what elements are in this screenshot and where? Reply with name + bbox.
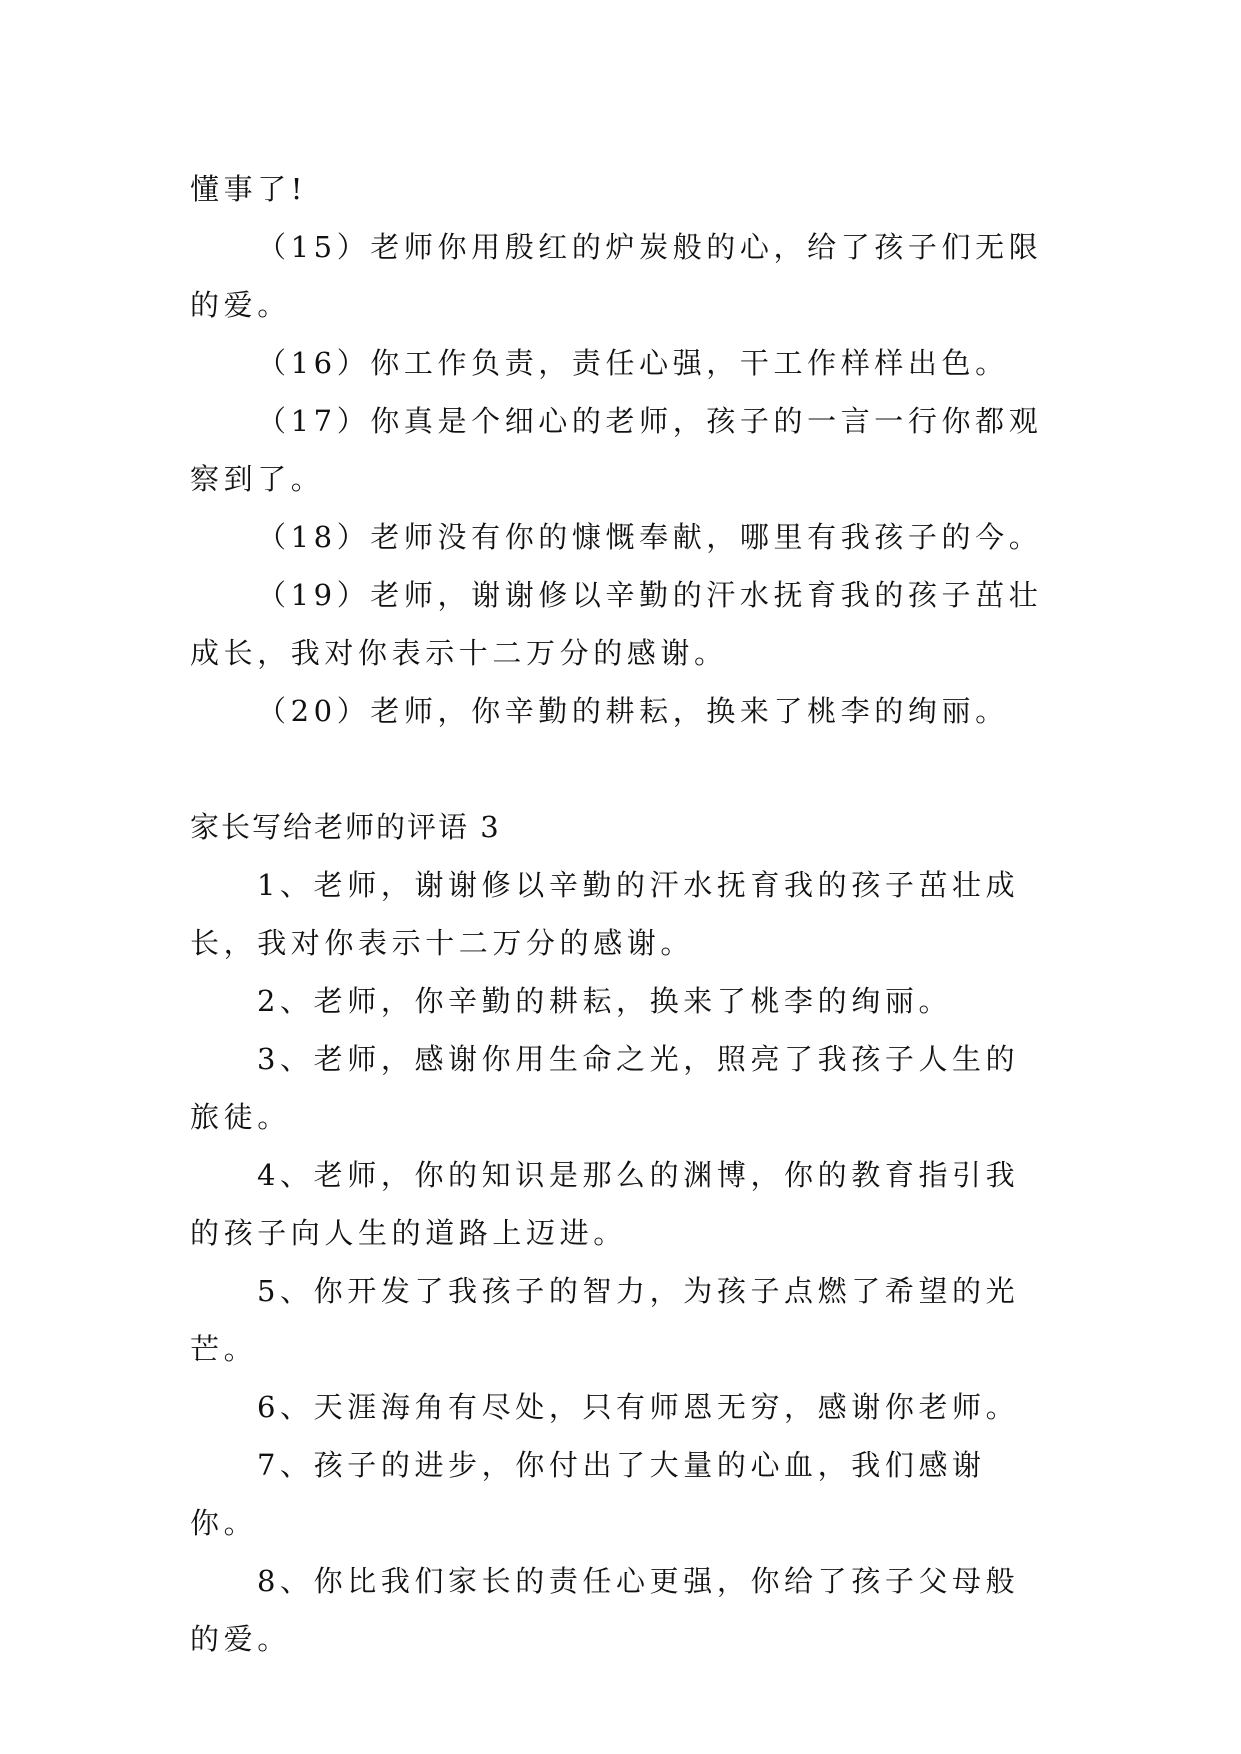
continued-line: 懂事了! xyxy=(190,172,308,206)
section-item-8: 8、你比我们家长的责任心更强，你给了孩子父母般的爱。 xyxy=(190,1564,1020,1656)
section-item-1: 1、老师，谢谢修以辛勤的汗水抚育我的孩子茁壮成长，我对你表示十二万分的感谢。 xyxy=(190,868,1020,960)
section-item-3: 3、老师，感谢你用生命之光，照亮了我孩子人生的旅徒。 xyxy=(190,1042,1020,1134)
comment-item-15: （15）老师你用殷红的炉炭般的心，给了孩子们无限的爱。 xyxy=(190,230,1043,322)
document-body xyxy=(190,160,1050,1668)
section-item-5: 5、你开发了我孩子的智力，为孩子点燃了希望的光芒。 xyxy=(190,1274,1020,1366)
section-title: 家长写给老师的评语 3 xyxy=(190,810,501,844)
section-item-6: 6、天涯海角有尽处，只有师恩无穷，感谢你老师。 xyxy=(257,1390,1020,1424)
section-item-7: 7、孩子的进步，你付出了大量的心血，我们感谢你。 xyxy=(190,1448,986,1540)
comment-item-19: （19）老师，谢谢修以辛勤的汗水抚育我的孩子茁壮成长，我对你表示十二万分的感谢。 xyxy=(190,578,1043,670)
section-item-4: 4、老师，你的知识是那么的渊博，你的教育指引我的孩子向人生的道路上迈进。 xyxy=(190,1158,1020,1250)
section-item-2: 2、老师，你辛勤的耕耘，换来了桃李的绚丽。 xyxy=(257,984,953,1018)
comment-item-20: （20）老师，你辛勤的耕耘，换来了桃李的绚丽。 xyxy=(257,694,1009,728)
comment-item-18: （18）老师没有你的慷慨奉献，哪里有我孩子的今。 xyxy=(257,520,1043,554)
comment-item-16: （16）你工作负责，责任心强，干工作样样出色。 xyxy=(257,346,1009,380)
comment-item-17: （17）你真是个细心的老师，孩子的一言一行你都观察到了。 xyxy=(190,404,1043,496)
